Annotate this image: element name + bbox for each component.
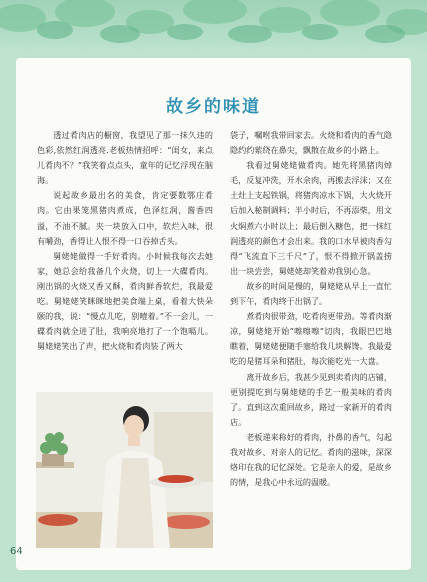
sliced-meat [158,475,194,483]
paragraph: 离开故乡后，我甚少见到卖肴肉的店铺，更别提吃到与舅姥姥的手艺一般美味的肴肉了。直到这次重回故乡，路过一家新开的肴肉店。 [230,371,392,427]
meat-platter-left [38,514,78,526]
right-column [230,128,392,490]
paragraph: 我看过舅姥姥做肴肉。她先将黑猪肉焯毛，反复冲洗，开水余肉，再搬去浮沫；又在土灶上支起铁锅，将猪肉凉水下锅，大火烧开后加入秘制调料；半小时后，不再添柴，用文火焖煮六小时以上；最后倒入糖色，把一抹红润透亮的颜色才会出来。我的口水早被肉香勾得“飞流直下三千尺”了，恨不得掀开锅盖捞出一块尝尝，舅姥姥却笑着劝我别心急。 [230,160,392,276]
paragraph: 透过肴肉店的橱窗，我望见了那一抹久违的色彩,依然红润透亮.老板热情招呼：“闺女，来点儿肴肉不？”我笑着点点头，童年的记忆浮现在脑海。 [37,130,213,186]
paragraph: 故乡的时间是慢的，舅姥姥从早上一直忙到下午，肴肉终于出锅了。 [230,280,392,307]
paragraph: 煮肴肉很带劲，吃肴肉更带劲。等肴肉渐凉，舅姥姥开始“嚓嚓嚓”切肉，我眼巴巴地瞧着，舅姥姥便随手塞给我几块解馋。我最爱吃的是猪耳朵和猪肚，每次能吃光一大盘。 [230,311,392,367]
plant-pot [42,454,64,466]
woman-with-meat-illustration [36,392,213,548]
meat-platter-right [162,515,210,529]
left-column [37,128,213,354]
paragraph: 老板递来称好的肴肉，扑鼻的香气，勾起我对故乡、对亲人的记忆。肴肉的滋味，深深烙印在我的记忆深处。它是亲人的爱，是故乡的情，是我心中永远的温暖。 [230,431,392,488]
paragraph: 说起故乡最出名的美食，肯定要数鄂庄肴肉。它由果笼黑猪肉煮成，色泽红润，酱香四溢，不油不腻。夹一块放入口中，软烂入味，很有嚼劲，香得让人恨不得一口吞掉舌头。 [37,190,213,246]
article-title: 故乡的味道 [166,97,261,117]
paragraph: 舅姥姥做得一手好肴肉。小时候我每次去她家，她总会给我备几个火烧，切上一大碟肴肉。刚出锅的火烧又香又酥，肴肉鲜香软烂，我最爱吃。舅姥姥笑眯眯地把美食端上桌，看着大快朵颐的我，说：“慢点儿吃，别噎着。”不一会儿，一碟肴肉就全进了肚，我响亮地打了一个饱嗝儿。舅姥姥笑出了声，把火烧和肴肉装了两大 [37,250,213,352]
paragraph: 袋子，嘱咐我带回家去。火烧和肴肉的香气隐隐约约萦绕在鼻尖，飘散在故乡的小路上。 [230,130,392,156]
page-number: 64 [10,546,23,557]
